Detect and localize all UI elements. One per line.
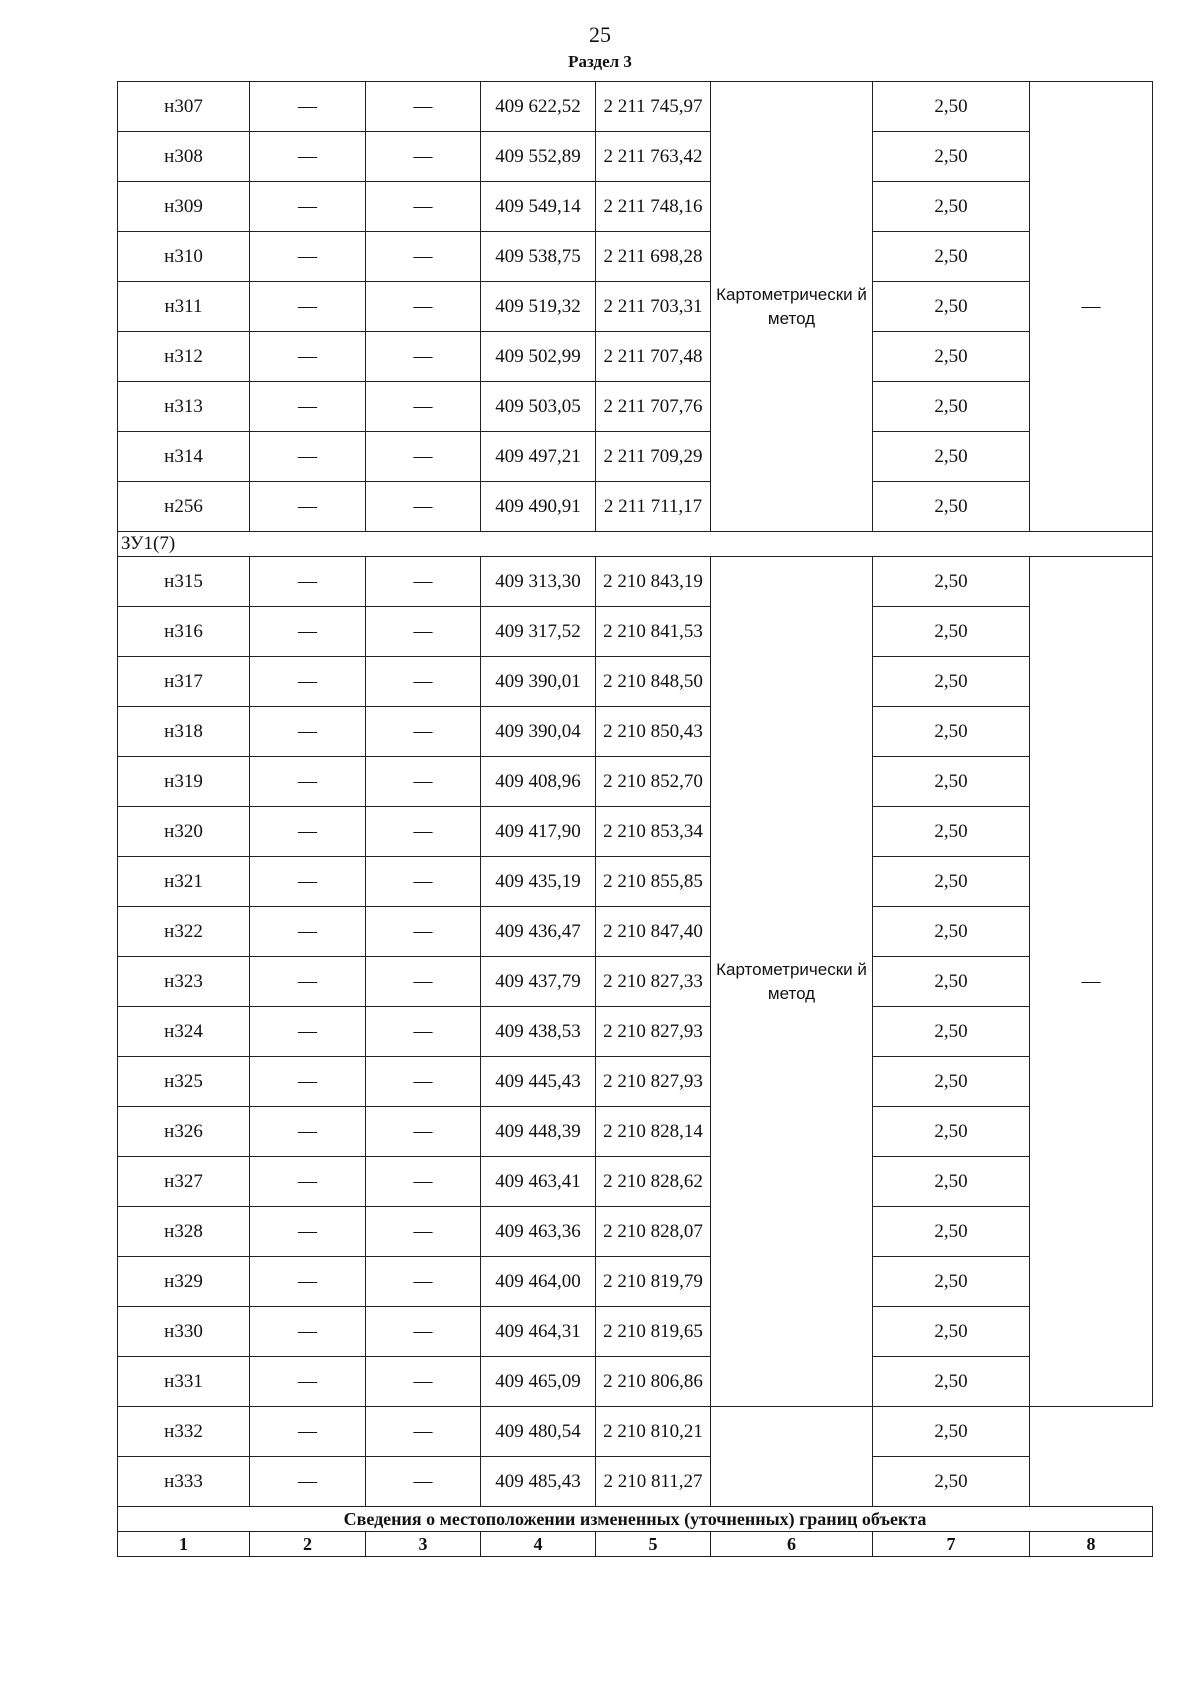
column-3-cell: — [366, 957, 481, 1007]
y-coordinate-cell: 2 210 827,33 [596, 957, 711, 1007]
y-coordinate-cell: 2 211 707,76 [596, 382, 711, 432]
accuracy-cell: 2,50 [873, 482, 1030, 532]
column-numbers-row [118, 1532, 1153, 1557]
column-2-cell: — [250, 432, 366, 482]
y-coordinate-cell: 2 211 707,48 [596, 332, 711, 382]
table-row [118, 182, 1153, 232]
accuracy-cell: 2,50 [873, 432, 1030, 482]
y-coordinate-cell: 2 211 711,17 [596, 482, 711, 532]
table-row [118, 757, 1153, 807]
accuracy-cell: 2,50 [873, 1307, 1030, 1357]
column-2-cell: — [250, 82, 366, 132]
table-row [118, 1007, 1153, 1057]
x-coordinate-cell: 409 317,52 [481, 607, 596, 657]
x-coordinate-cell: 409 390,04 [481, 707, 596, 757]
column-3-cell: — [366, 1107, 481, 1157]
column-3-cell: — [366, 1407, 481, 1457]
y-coordinate-cell: 2 210 819,65 [596, 1307, 711, 1357]
column-3-cell: — [366, 857, 481, 907]
point-number-cell: н312 [118, 332, 250, 382]
accuracy-cell: 2,50 [873, 1007, 1030, 1057]
column-3-cell: — [366, 482, 481, 532]
column-3-cell: — [366, 382, 481, 432]
column-2-cell: — [250, 1007, 366, 1057]
accuracy-cell: 2,50 [873, 332, 1030, 382]
point-number-cell: н315 [118, 557, 250, 607]
column-2-cell: — [250, 1157, 366, 1207]
table-row [118, 1257, 1153, 1307]
method-cell: Картометрически й метод [711, 557, 873, 1407]
method-cell [711, 1407, 873, 1507]
group-label: ЗУ1(7) [118, 532, 1153, 557]
point-number-cell: н329 [118, 1257, 250, 1307]
y-coordinate-cell: 2 211 745,97 [596, 82, 711, 132]
table-row [118, 1207, 1153, 1257]
accuracy-cell: 2,50 [873, 1107, 1030, 1157]
table-row [118, 1407, 1153, 1457]
column-2-cell: — [250, 1457, 366, 1507]
x-coordinate-cell: 409 480,54 [481, 1407, 596, 1457]
y-coordinate-cell: 2 210 852,70 [596, 757, 711, 807]
point-number-cell: н331 [118, 1357, 250, 1407]
y-coordinate-cell: 2 211 763,42 [596, 132, 711, 182]
point-number-cell: н318 [118, 707, 250, 757]
accuracy-cell: 2,50 [873, 1457, 1030, 1507]
x-coordinate-cell: 409 313,30 [481, 557, 596, 607]
table-row [118, 482, 1153, 532]
table-row [118, 807, 1153, 857]
table-row [118, 282, 1153, 332]
point-number-cell: н323 [118, 957, 250, 1007]
accuracy-cell: 2,50 [873, 1157, 1030, 1207]
x-coordinate-cell: 409 464,31 [481, 1307, 596, 1357]
column-2-cell: — [250, 232, 366, 282]
column-3-cell: — [366, 1057, 481, 1107]
y-coordinate-cell: 2 210 828,14 [596, 1107, 711, 1157]
x-coordinate-cell: 409 503,05 [481, 382, 596, 432]
table-row [118, 132, 1153, 182]
column-3-cell: — [366, 707, 481, 757]
point-number-cell: н324 [118, 1007, 250, 1057]
accuracy-cell: 2,50 [873, 382, 1030, 432]
column-2-cell: — [250, 282, 366, 332]
column-2-cell: — [250, 332, 366, 382]
y-coordinate-cell: 2 210 811,27 [596, 1457, 711, 1507]
accuracy-cell: 2,50 [873, 957, 1030, 1007]
x-coordinate-cell: 409 435,19 [481, 857, 596, 907]
column-number-7: 7 [873, 1532, 1030, 1557]
accuracy-cell: 2,50 [873, 232, 1030, 282]
page-number: 25 [589, 22, 611, 47]
point-number-cell: н322 [118, 907, 250, 957]
y-coordinate-cell: 2 210 855,85 [596, 857, 711, 907]
column-2-cell: — [250, 182, 366, 232]
table-row [118, 607, 1153, 657]
column-3-cell: — [366, 1307, 481, 1357]
x-coordinate-cell: 409 463,41 [481, 1157, 596, 1207]
column-3-cell: — [366, 1357, 481, 1407]
column-3-cell: — [366, 232, 481, 282]
column-2-cell: — [250, 807, 366, 857]
y-coordinate-cell: 2 211 709,29 [596, 432, 711, 482]
column-3-cell: — [366, 557, 481, 607]
table-row [118, 557, 1153, 607]
column-3-cell: — [366, 607, 481, 657]
y-coordinate-cell: 2 210 819,79 [596, 1257, 711, 1307]
accuracy-cell: 2,50 [873, 1407, 1030, 1457]
column-3-cell: — [366, 1007, 481, 1057]
section-title: Раздел 3 [568, 52, 632, 71]
column-3-cell: — [366, 757, 481, 807]
footer-title-row [118, 1507, 1153, 1532]
note-cell: — [1030, 557, 1153, 1407]
column-3-cell: — [366, 332, 481, 382]
column-2-cell: — [250, 707, 366, 757]
footer-title: Сведения о местоположении измененных (уточненных) границ объекта [118, 1507, 1153, 1532]
table-row [118, 1357, 1153, 1407]
column-3-cell: — [366, 182, 481, 232]
y-coordinate-cell: 2 210 810,21 [596, 1407, 711, 1457]
x-coordinate-cell: 409 436,47 [481, 907, 596, 957]
y-coordinate-cell: 2 210 828,62 [596, 1157, 711, 1207]
table-row [118, 232, 1153, 282]
table-row [118, 332, 1153, 382]
method-cell: Картометрически й метод [711, 82, 873, 532]
x-coordinate-cell: 409 538,75 [481, 232, 596, 282]
point-number-cell: н319 [118, 757, 250, 807]
point-number-cell: н317 [118, 657, 250, 707]
column-number-2: 2 [250, 1532, 366, 1557]
column-number-4: 4 [481, 1532, 596, 1557]
x-coordinate-cell: 409 445,43 [481, 1057, 596, 1107]
column-number-1: 1 [118, 1532, 250, 1557]
point-number-cell: н328 [118, 1207, 250, 1257]
column-2-cell: — [250, 1257, 366, 1307]
accuracy-cell: 2,50 [873, 907, 1030, 957]
point-number-cell: н320 [118, 807, 250, 857]
y-coordinate-cell: 2 211 698,28 [596, 232, 711, 282]
point-number-cell: н330 [118, 1307, 250, 1357]
x-coordinate-cell: 409 463,36 [481, 1207, 596, 1257]
table-row [118, 432, 1153, 482]
column-2-cell: — [250, 1407, 366, 1457]
x-coordinate-cell: 409 549,14 [481, 182, 596, 232]
accuracy-cell: 2,50 [873, 1057, 1030, 1107]
x-coordinate-cell: 409 464,00 [481, 1257, 596, 1307]
accuracy-cell: 2,50 [873, 132, 1030, 182]
table-row [118, 1057, 1153, 1107]
column-3-cell: — [366, 1457, 481, 1507]
accuracy-cell: 2,50 [873, 1257, 1030, 1307]
x-coordinate-cell: 409 519,32 [481, 282, 596, 332]
accuracy-cell: 2,50 [873, 707, 1030, 757]
x-coordinate-cell: 409 497,21 [481, 432, 596, 482]
point-number-cell: н316 [118, 607, 250, 657]
y-coordinate-cell: 2 210 848,50 [596, 657, 711, 707]
point-number-cell: н314 [118, 432, 250, 482]
column-3-cell: — [366, 1207, 481, 1257]
accuracy-cell: 2,50 [873, 657, 1030, 707]
x-coordinate-cell: 409 465,09 [481, 1357, 596, 1407]
column-number-6: 6 [711, 1532, 873, 1557]
column-2-cell: — [250, 557, 366, 607]
y-coordinate-cell: 2 210 827,93 [596, 1057, 711, 1107]
column-2-cell: — [250, 482, 366, 532]
accuracy-cell: 2,50 [873, 757, 1030, 807]
point-number-cell: н321 [118, 857, 250, 907]
point-number-cell: н325 [118, 1057, 250, 1107]
point-number-cell: н333 [118, 1457, 250, 1507]
table-row [118, 1457, 1153, 1507]
column-2-cell: — [250, 607, 366, 657]
accuracy-cell: 2,50 [873, 607, 1030, 657]
point-number-cell: н256 [118, 482, 250, 532]
accuracy-cell: 2,50 [873, 857, 1030, 907]
accuracy-cell: 2,50 [873, 557, 1030, 607]
column-2-cell: — [250, 957, 366, 1007]
y-coordinate-cell: 2 210 827,93 [596, 1007, 711, 1057]
x-coordinate-cell: 409 408,96 [481, 757, 596, 807]
column-2-cell: — [250, 132, 366, 182]
y-coordinate-cell: 2 210 841,53 [596, 607, 711, 657]
y-coordinate-cell: 2 210 847,40 [596, 907, 711, 957]
note-cell [1030, 1407, 1153, 1507]
x-coordinate-cell: 409 448,39 [481, 1107, 596, 1157]
x-coordinate-cell: 409 437,79 [481, 957, 596, 1007]
column-2-cell: — [250, 1107, 366, 1157]
table-row [118, 957, 1153, 1007]
column-2-cell: — [250, 757, 366, 807]
x-coordinate-cell: 409 390,01 [481, 657, 596, 707]
y-coordinate-cell: 2 210 853,34 [596, 807, 711, 857]
accuracy-cell: 2,50 [873, 807, 1030, 857]
y-coordinate-cell: 2 210 806,86 [596, 1357, 711, 1407]
accuracy-cell: 2,50 [873, 1357, 1030, 1407]
point-number-cell: н307 [118, 82, 250, 132]
column-number-8: 8 [1030, 1532, 1153, 1557]
column-number-3: 3 [366, 1532, 481, 1557]
column-2-cell: — [250, 657, 366, 707]
point-number-cell: н310 [118, 232, 250, 282]
x-coordinate-cell: 409 490,91 [481, 482, 596, 532]
x-coordinate-cell: 409 417,90 [481, 807, 596, 857]
boundary-points-table [117, 81, 1153, 1557]
column-3-cell: — [366, 282, 481, 332]
column-2-cell: — [250, 907, 366, 957]
note-cell: — [1030, 82, 1153, 532]
table-row [118, 707, 1153, 757]
table-row [118, 1157, 1153, 1207]
table-row [118, 907, 1153, 957]
x-coordinate-cell: 409 622,52 [481, 82, 596, 132]
column-3-cell: — [366, 1257, 481, 1307]
table-row [118, 82, 1153, 132]
x-coordinate-cell: 409 552,89 [481, 132, 596, 182]
column-2-cell: — [250, 1307, 366, 1357]
column-3-cell: — [366, 907, 481, 957]
column-number-5: 5 [596, 1532, 711, 1557]
point-number-cell: н332 [118, 1407, 250, 1457]
x-coordinate-cell: 409 485,43 [481, 1457, 596, 1507]
column-2-cell: — [250, 382, 366, 432]
column-2-cell: — [250, 1207, 366, 1257]
column-3-cell: — [366, 657, 481, 707]
accuracy-cell: 2,50 [873, 282, 1030, 332]
group-label-row [118, 532, 1153, 557]
column-3-cell: — [366, 132, 481, 182]
accuracy-cell: 2,50 [873, 82, 1030, 132]
column-3-cell: — [366, 807, 481, 857]
table-row [118, 382, 1153, 432]
point-number-cell: н309 [118, 182, 250, 232]
y-coordinate-cell: 2 210 828,07 [596, 1207, 711, 1257]
y-coordinate-cell: 2 211 703,31 [596, 282, 711, 332]
column-3-cell: — [366, 432, 481, 482]
accuracy-cell: 2,50 [873, 1207, 1030, 1257]
table-row [118, 1307, 1153, 1357]
point-number-cell: н313 [118, 382, 250, 432]
y-coordinate-cell: 2 211 748,16 [596, 182, 711, 232]
table-row [118, 1107, 1153, 1157]
column-2-cell: — [250, 857, 366, 907]
x-coordinate-cell: 409 502,99 [481, 332, 596, 382]
y-coordinate-cell: 2 210 850,43 [596, 707, 711, 757]
column-3-cell: — [366, 82, 481, 132]
point-number-cell: н311 [118, 282, 250, 332]
point-number-cell: н326 [118, 1107, 250, 1157]
accuracy-cell: 2,50 [873, 182, 1030, 232]
y-coordinate-cell: 2 210 843,19 [596, 557, 711, 607]
point-number-cell: н308 [118, 132, 250, 182]
column-3-cell: — [366, 1157, 481, 1207]
column-2-cell: — [250, 1357, 366, 1407]
x-coordinate-cell: 409 438,53 [481, 1007, 596, 1057]
column-2-cell: — [250, 1057, 366, 1107]
table-row [118, 857, 1153, 907]
table-row [118, 657, 1153, 707]
point-number-cell: н327 [118, 1157, 250, 1207]
